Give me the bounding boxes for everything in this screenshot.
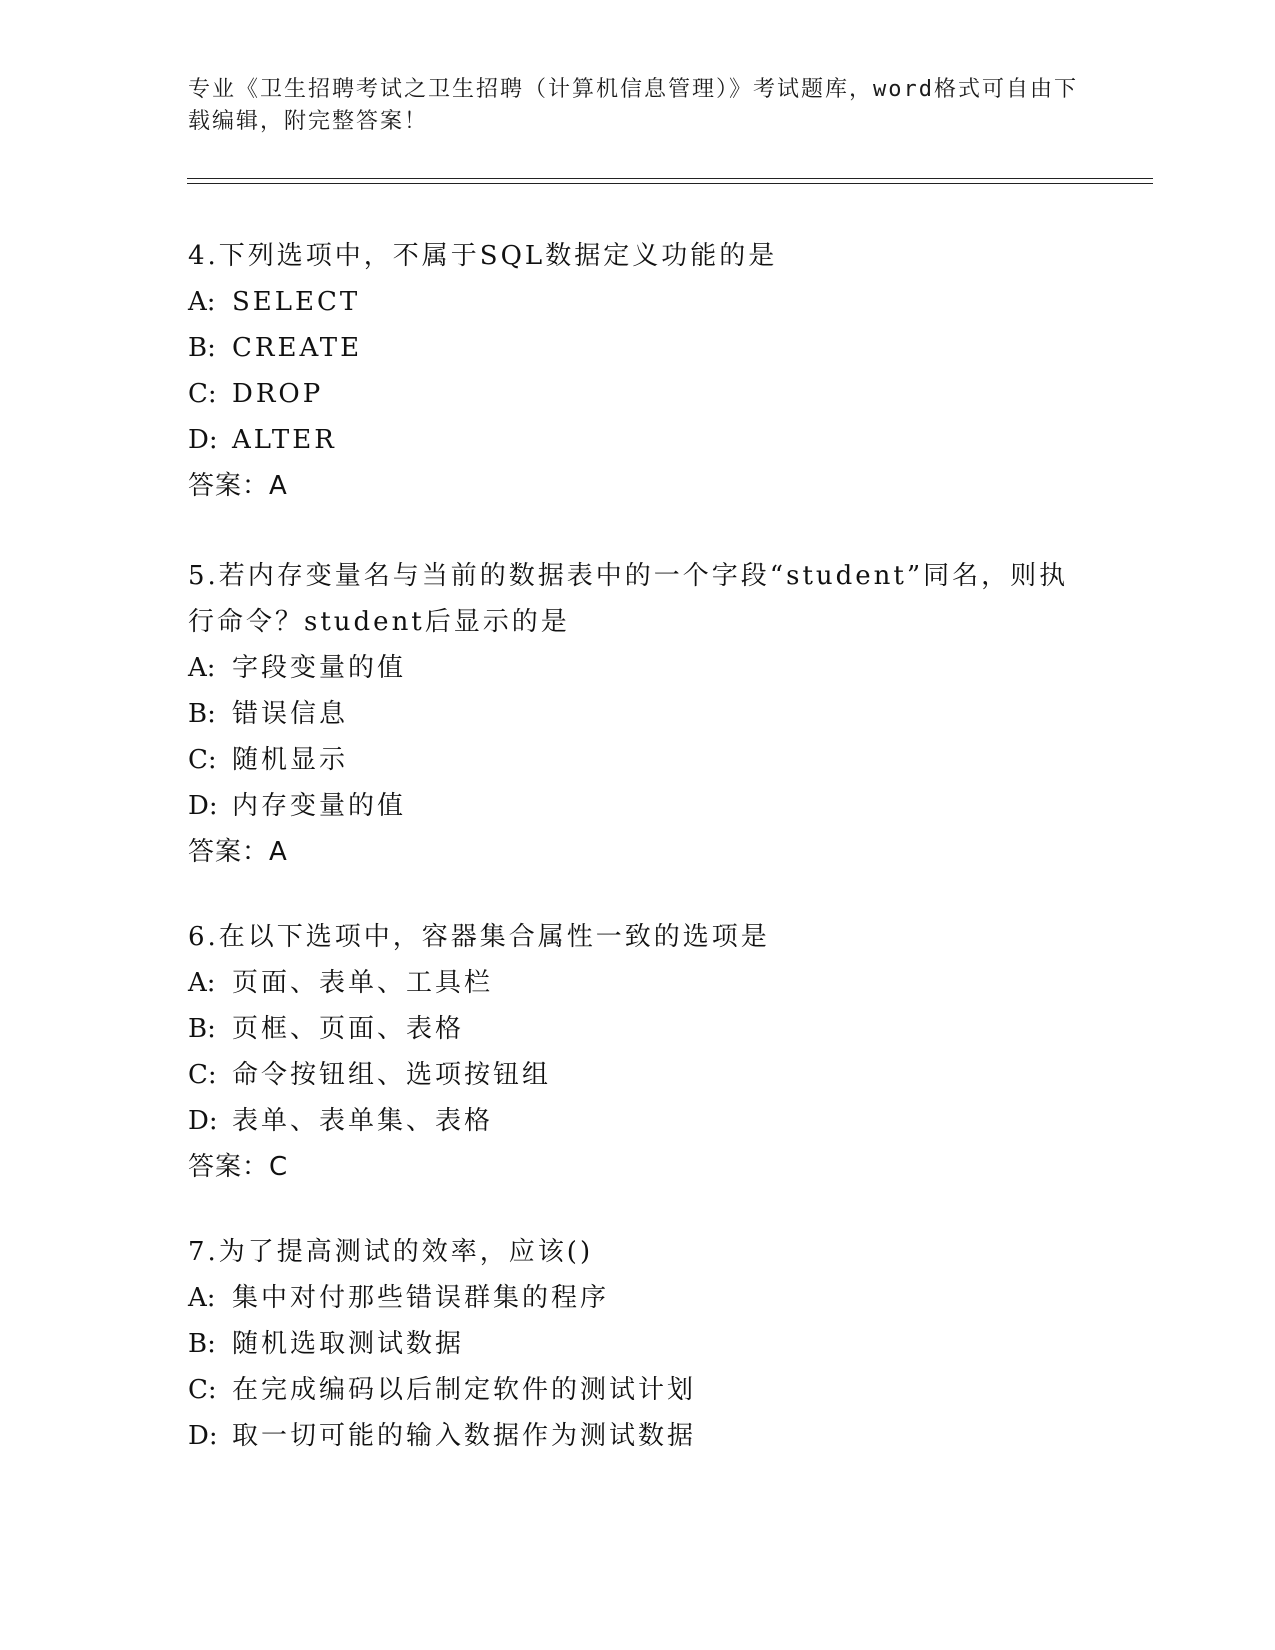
option-c [188,737,1088,783]
option-letter: A: [188,287,216,317]
question-stem: 4.下列选项中，不属于SQL数据定义功能的是 [188,241,778,271]
option-letter: A: [188,1283,216,1313]
option-b [188,1321,1088,1367]
question-stem: 7.为了提高测试的效率，应该() [188,1237,594,1267]
option-b [188,1006,1088,1052]
option-text: 在完成编码以后制定软件的测试计划 [232,1375,697,1405]
option-b [188,691,1088,737]
option-letter: B: [188,1329,216,1359]
header-rule-bottom [187,183,1153,184]
option-text: 错误信息 [232,699,349,729]
option-text: 页面、表单、工具栏 [232,968,494,998]
option-letter: B: [188,333,216,363]
option-a [188,960,1088,1006]
option-c [188,1052,1088,1098]
option-text: CREATE [232,333,363,363]
answer-line: 答案：C [188,1152,289,1182]
option-letter: D: [188,425,218,455]
option-c [188,371,1088,417]
question-stem: 5.若内存变量名与当前的数据表中的一个字段“student”同名，则执行命令？student后显示的是 [188,561,1069,637]
question-stem: 6.在以下选项中，容器集合属性一致的选项是 [188,922,770,952]
answer-line: 答案：A [188,837,288,867]
option-d [188,417,1088,463]
option-letter: C: [188,379,217,409]
option-text: DROP [232,379,324,409]
option-a [188,1275,1088,1321]
option-letter: C: [188,745,217,775]
option-letter: D: [188,1106,218,1136]
option-text: SELECT [232,287,361,317]
question-7 [188,1229,1088,1459]
option-text: 取一切可能的输入数据作为测试数据 [232,1421,697,1451]
option-text: 随机选取测试数据 [232,1329,465,1359]
option-d [188,1098,1088,1144]
option-letter: B: [188,699,216,729]
option-text: 集中对付那些错误群集的程序 [232,1283,610,1313]
question-6 [188,914,1088,1190]
option-a [188,645,1088,691]
option-text: 字段变量的值 [232,653,407,683]
option-text: 命令按钮组、选项按钮组 [232,1060,552,1090]
option-text: ALTER [232,425,337,455]
option-d [188,1413,1088,1459]
option-letter: D: [188,791,218,821]
option-text: 表单、表单集、表格 [232,1106,494,1136]
option-letter: A: [188,968,216,998]
option-text: 内存变量的值 [232,791,407,821]
option-text: 页框、页面、表格 [232,1014,465,1044]
option-letter: C: [188,1375,217,1405]
question-4 [188,233,1088,509]
option-d [188,783,1088,829]
option-text: 随机显示 [232,745,349,775]
answer-line: 答案：A [188,471,288,501]
option-c [188,1367,1088,1413]
question-5 [188,553,1088,875]
option-b [188,325,1088,371]
option-a [188,279,1088,325]
document-header: 专业《卫生招聘考试之卫生招聘（计算机信息管理）》考试题库，word格式可自由下载编辑，附完整答案！ [188,77,1078,134]
option-letter: B: [188,1014,216,1044]
option-letter: A: [188,653,216,683]
option-letter: D: [188,1421,218,1451]
header-rule-top [187,178,1153,179]
option-letter: C: [188,1060,217,1090]
